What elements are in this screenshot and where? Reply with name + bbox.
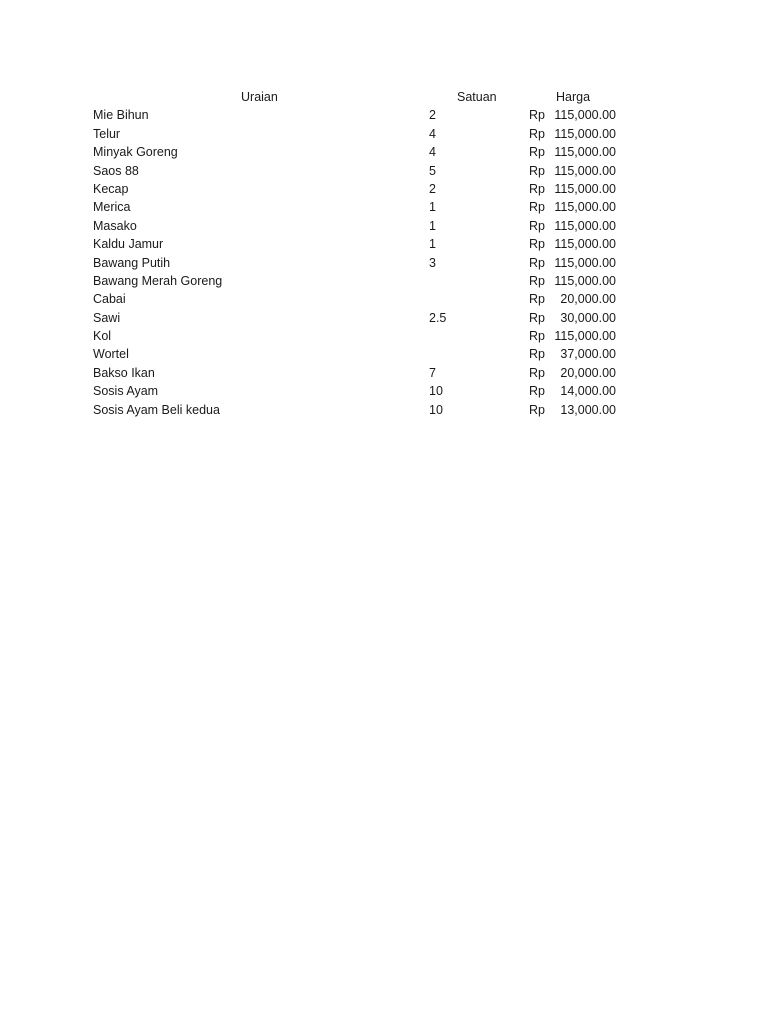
currency-label: Rp — [529, 365, 545, 380]
currency-label: Rp — [529, 108, 545, 123]
item-name: Kaldu Jamur — [93, 237, 164, 252]
item-quantity: 5 — [429, 163, 436, 178]
table-row — [92, 217, 632, 235]
currency-label: Rp — [529, 292, 545, 307]
currency-label: Rp — [529, 255, 545, 270]
item-quantity: 2 — [429, 108, 436, 123]
item-quantity: 3 — [429, 255, 436, 270]
header-harga: Harga — [556, 90, 591, 104]
currency-label: Rp — [529, 310, 545, 325]
table-row — [92, 309, 632, 327]
item-quantity: 7 — [429, 365, 436, 380]
item-price: 115,000.00 — [554, 255, 616, 270]
table-body — [92, 106, 632, 419]
table-row — [92, 345, 632, 363]
price-table — [92, 88, 632, 419]
table-row — [92, 162, 632, 180]
item-name: Masako — [93, 218, 137, 233]
item-name: Bawang Merah Goreng — [93, 273, 223, 288]
item-quantity: 4 — [429, 126, 436, 141]
item-name: Wortel — [93, 347, 129, 362]
table-row — [92, 382, 632, 400]
table-row — [92, 327, 632, 345]
item-price: 115,000.00 — [554, 181, 616, 196]
currency-label: Rp — [529, 126, 545, 141]
header-uraian: Uraian — [241, 90, 278, 104]
item-price: 14,000.00 — [560, 384, 616, 399]
item-quantity: 4 — [429, 145, 436, 160]
item-quantity: 2 — [429, 181, 436, 196]
item-name: Cabai — [93, 292, 126, 307]
currency-label: Rp — [529, 347, 545, 362]
currency-label: Rp — [529, 181, 545, 196]
currency-label: Rp — [529, 200, 545, 215]
item-price: 30,000.00 — [560, 310, 616, 325]
currency-label: Rp — [529, 145, 545, 160]
currency-label: Rp — [529, 329, 545, 344]
item-name: Telur — [93, 126, 121, 141]
table-row — [92, 290, 632, 308]
item-name: Merica — [93, 200, 131, 215]
item-price: 115,000.00 — [554, 218, 616, 233]
header-satuan: Satuan — [457, 90, 497, 104]
item-quantity: 2.5 — [429, 310, 447, 325]
table-row — [92, 272, 632, 290]
item-quantity: 10 — [429, 384, 443, 399]
currency-label: Rp — [529, 218, 545, 233]
currency-label: Rp — [529, 402, 545, 417]
item-name: Minyak Goreng — [93, 145, 178, 160]
table-row — [92, 106, 632, 124]
table-header — [92, 88, 632, 106]
item-name: Kol — [93, 329, 112, 344]
table-row — [92, 254, 632, 272]
item-price: 115,000.00 — [554, 329, 616, 344]
table-row — [92, 401, 632, 419]
item-price: 13,000.00 — [560, 402, 616, 417]
item-price: 115,000.00 — [554, 200, 616, 215]
item-price: 115,000.00 — [554, 163, 616, 178]
currency-label: Rp — [529, 163, 545, 178]
item-quantity: 10 — [429, 402, 443, 417]
item-name: Saos 88 — [93, 163, 139, 178]
item-price: 115,000.00 — [554, 145, 616, 160]
table-row — [92, 125, 632, 143]
item-name: Bakso Ikan — [93, 365, 155, 380]
item-price: 37,000.00 — [560, 347, 616, 362]
item-name: Kecap — [93, 181, 129, 196]
currency-label: Rp — [529, 273, 545, 288]
item-name: Mie Bihun — [93, 108, 149, 123]
item-name: Sawi — [93, 310, 121, 325]
item-name: Sosis Ayam Beli kedua — [93, 402, 220, 417]
table-row — [92, 180, 632, 198]
item-name: Bawang Putih — [93, 255, 171, 270]
table-row — [92, 143, 632, 161]
item-price: 115,000.00 — [554, 273, 616, 288]
item-quantity: 1 — [429, 237, 436, 252]
item-price: 115,000.00 — [554, 237, 616, 252]
table-row — [92, 198, 632, 216]
item-quantity: 1 — [429, 218, 436, 233]
currency-label: Rp — [529, 384, 545, 399]
item-name: Sosis Ayam — [93, 384, 159, 399]
item-price: 115,000.00 — [554, 108, 616, 123]
table-row — [92, 364, 632, 382]
item-price: 20,000.00 — [560, 292, 616, 307]
item-price: 115,000.00 — [554, 126, 616, 141]
item-quantity: 1 — [429, 200, 436, 215]
currency-label: Rp — [529, 237, 545, 252]
item-price: 20,000.00 — [560, 365, 616, 380]
table-row — [92, 235, 632, 253]
